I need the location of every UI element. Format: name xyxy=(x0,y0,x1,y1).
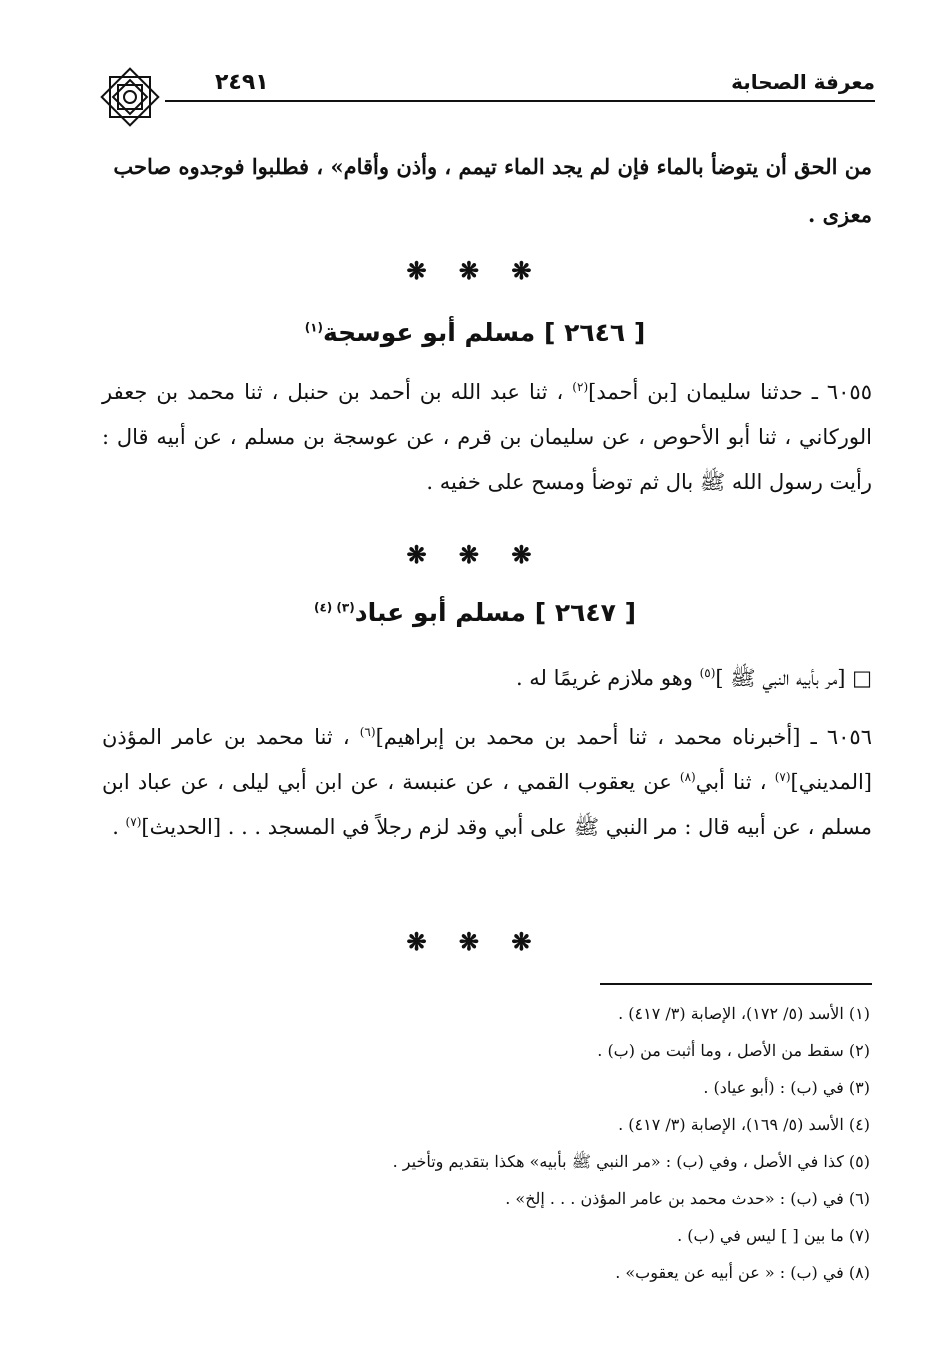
note-text: وهو ملازم غريمًا له . xyxy=(515,666,700,690)
footnote-marker: (١) xyxy=(304,320,323,335)
footnote-3: (٣) في (ب) : (أبو عياد) . xyxy=(703,1078,870,1097)
book-title: معرفة الصحابة xyxy=(731,70,875,94)
intro-line-2: معزى . xyxy=(807,202,872,227)
entry-note xyxy=(102,656,872,701)
footnote-6: (٦) في (ب) : «حدث محمد بن عامر المؤذن . . . إلخ» . xyxy=(505,1189,870,1208)
page-header xyxy=(95,62,875,122)
header-rule xyxy=(165,100,875,102)
hadith-text: عن يعقوب القمي ، عن عنبسة ، عن ابن أبي ليلى ، عن عباد ابن مسلم ، عن أبيه قال : مر النبي ﷺ على أبي وقد لزم رجلاً في المسجد . . . [الحديث] xyxy=(102,770,872,839)
footnote-5: (٥) كذا في الأصل ، وفي (ب) : «مر النبي ﷺ بأبيه» هكذا بتقديم وتأخير . xyxy=(392,1152,870,1171)
footnote-4: (٤) الأسد (٥/ ١٦٩)، الإصابة (٣/ ٤١٧) . xyxy=(618,1115,870,1134)
footnote-marker: (٣) (٤) xyxy=(313,600,355,615)
footnote-rule xyxy=(600,983,872,985)
note-box-icon: □ xyxy=(852,666,872,690)
footnote-marker: (٧) xyxy=(774,770,791,784)
hadith-6056 xyxy=(102,715,872,850)
hadith-6055 xyxy=(102,370,872,505)
hadith-text: ، ثنا محمد بن عامر المؤذن [المديني] xyxy=(102,725,872,794)
entry-title-2647 xyxy=(0,598,950,627)
footnote-2: (٢) سقط من الأصل ، وما أثبت من (ب) . xyxy=(597,1041,870,1060)
hadith-text: ، ثنا عبد الله بن أحمد بن حنبل ، ثنا محمد بن جعفر الوركاني ، ثنا أبو الأحوص ، عن سليمان بن قرم ، عن عوسجة بن مسلم ، عن أبيه قال : رأيت رسول الله ﷺ بال ثم توضأ ومسح على خفيه . xyxy=(102,380,872,494)
octagram-ornament-icon xyxy=(95,62,165,132)
note-text: [مر بأبيه النبي ﷺ ] xyxy=(715,666,853,690)
hadith-text: ، ثنا أبي xyxy=(695,770,775,794)
entry-title-text: [ ٢٦٤٧ ] مسلم أبو عباد xyxy=(354,598,637,627)
footnote-marker: (٧) xyxy=(125,815,142,829)
hadith-text: ٦٠٥٦ ـ [أخبرناه محمد ، ثنا أحمد بن محمد بن إبراهيم] xyxy=(375,725,872,749)
separator-stars-2: ❋ ❋ ❋ xyxy=(406,540,544,569)
footnote-1: (١) الأسد (٥/ ١٧٢)، الإصابة (٣/ ٤١٧) . xyxy=(618,1004,870,1023)
separator-stars-3: ❋ ❋ ❋ xyxy=(406,927,544,956)
footnote-8: (٨) في (ب) : « عن أبيه عن يعقوب» . xyxy=(615,1263,870,1282)
hadith-text: . xyxy=(112,815,126,839)
footnote-marker: (٥) xyxy=(699,666,716,680)
separator-stars-1: ❋ ❋ ❋ xyxy=(406,256,544,285)
intro-line-1: من الحق أن يتوضأ بالماء فإن لم يجد الماء تيمم ، وأذن وأقام» ، فطلبوا فوجدوه صاحب xyxy=(113,154,872,179)
footnote-marker: (٢) xyxy=(572,380,589,394)
hadith-text: ٦٠٥٥ ـ حدثنا سليمان [بن أحمد] xyxy=(588,380,872,404)
footnote-marker: (٦) xyxy=(359,725,376,739)
entry-title-text: [ ٢٦٤٦ ] مسلم أبو عوسجة xyxy=(322,318,646,347)
footnote-marker: (٨) xyxy=(679,770,696,784)
entry-title-2646 xyxy=(0,318,950,347)
page-number: ٢٤٩١ xyxy=(215,70,269,95)
footnote-7: (٧) ما بين [ ] ليس في (ب) . xyxy=(677,1226,870,1245)
